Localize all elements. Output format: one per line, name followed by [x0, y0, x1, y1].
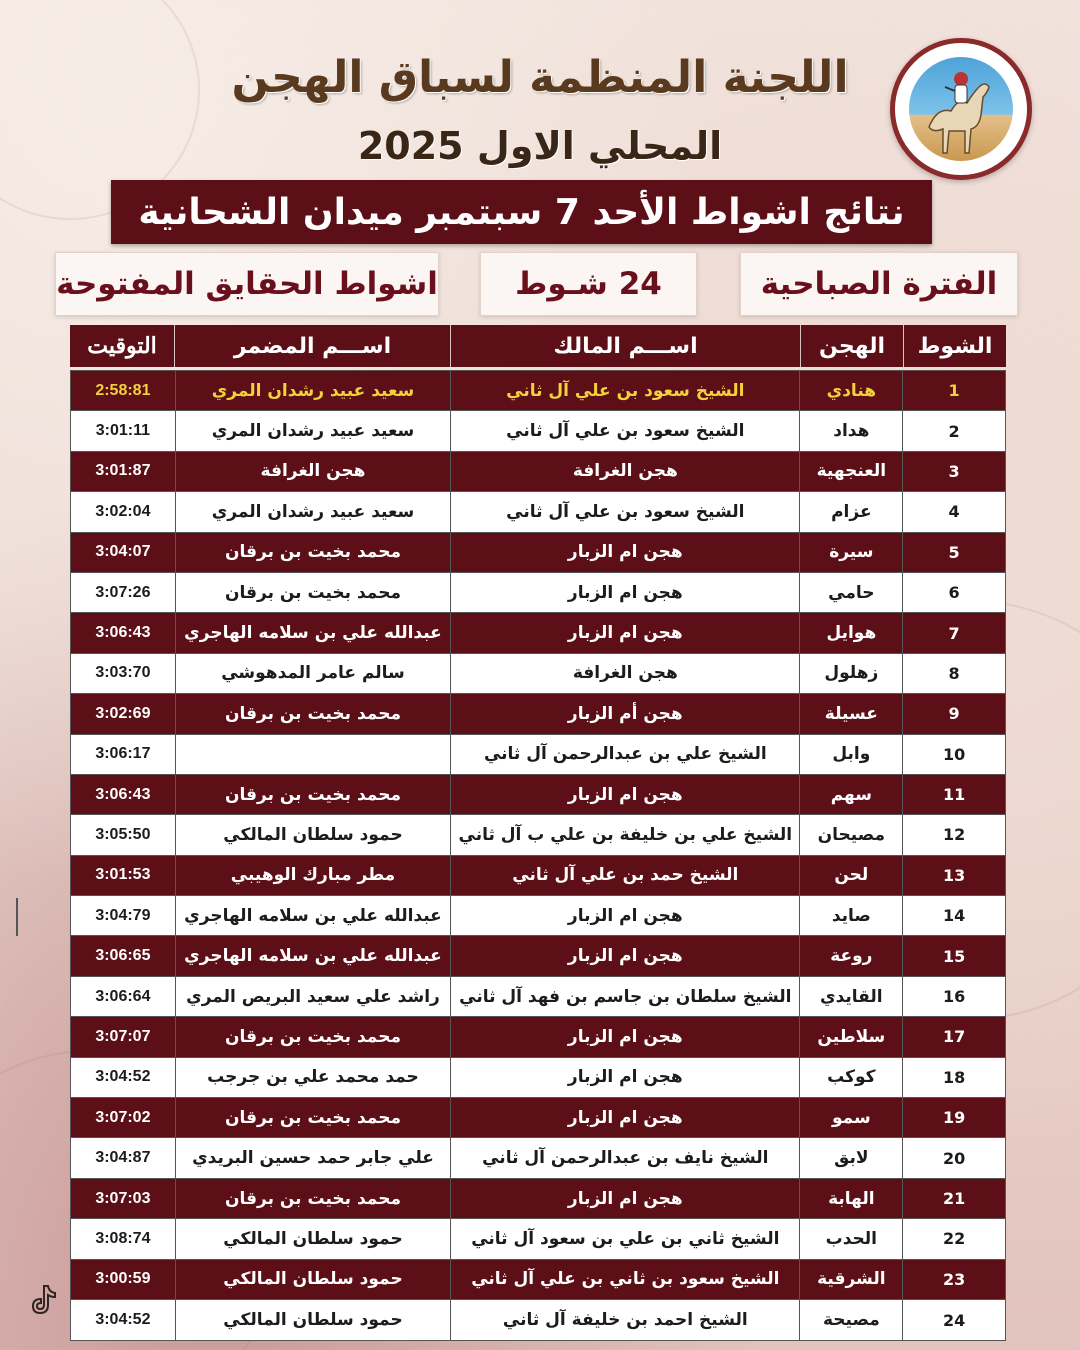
- trainer-name: سعيد عبيد رشدان المري: [175, 492, 450, 531]
- camel-name: هداد: [799, 411, 902, 450]
- trainer-name: عبدالله علي بن سلامه الهاجري: [175, 896, 450, 935]
- trainer-name: عبدالله علي بن سلامه الهاجري: [175, 613, 450, 652]
- camel-name: سلاطين: [799, 1017, 902, 1056]
- table-row: [71, 1300, 1005, 1340]
- owner-name: هجن ام الزبار: [450, 936, 799, 975]
- category-chip: اشواط الحقايق المفتوحة: [55, 252, 439, 316]
- results-banner: نتائج اشواط الأحد 7 سبتمبر ميدان الشحانية: [111, 180, 932, 244]
- race-number: 11: [902, 775, 1005, 814]
- race-time: 3:01:11: [95, 422, 151, 440]
- trainer-name: حمد محمد علي بن جرجب: [175, 1058, 450, 1097]
- race-number: 8: [902, 654, 1005, 693]
- table-row: [71, 1219, 1005, 1259]
- table-row: [71, 936, 1005, 976]
- committee-logo: [890, 38, 1032, 180]
- race-time: 3:06:43: [95, 785, 151, 803]
- race-time: 3:04:07: [95, 543, 151, 561]
- race-time: 2:58:81: [95, 381, 151, 399]
- race-time: 3:02:04: [95, 502, 151, 520]
- race-number: 2: [902, 411, 1005, 450]
- trainer-name: محمد بخيت بن برقان: [175, 1098, 450, 1137]
- owner-name: هجن الغرافة: [450, 654, 799, 693]
- camel-name: الشرقية: [799, 1260, 902, 1299]
- race-time: 3:04:87: [95, 1149, 151, 1167]
- owner-name: هجن ام الزبار: [450, 896, 799, 935]
- table-row: [71, 492, 1005, 532]
- camel-name: كوكب: [799, 1058, 902, 1097]
- results-table-header: [70, 325, 1006, 367]
- camel-name: صايد: [799, 896, 902, 935]
- owner-name: هجن أم الزبار: [450, 694, 799, 733]
- table-row: [71, 1260, 1005, 1300]
- camel-name: لحن: [799, 856, 902, 895]
- trainer-name: حمود سلطان المالكي: [175, 1260, 450, 1299]
- owner-name: الشيخ علي بن خليفة بن علي ب آل ثاني: [450, 815, 799, 854]
- committee-title: اللجنة المنظمة لسباق الهجن: [231, 52, 849, 103]
- race-time: 3:04:52: [95, 1068, 151, 1086]
- table-row: [71, 654, 1005, 694]
- header-camel: الهجن: [800, 325, 903, 367]
- period-chip: الفترة الصباحية: [740, 252, 1018, 316]
- camel-name: هنادي: [799, 371, 902, 410]
- camel-name: لابق: [799, 1138, 902, 1177]
- race-number: 23: [902, 1260, 1005, 1299]
- trainer-name: محمد بخيت بن برقان: [175, 694, 450, 733]
- table-row: [71, 452, 1005, 492]
- table-row: [71, 896, 1005, 936]
- owner-name: هجن ام الزبار: [450, 1098, 799, 1137]
- championship-subtitle: المحلي الاول 2025: [357, 124, 723, 168]
- race-time: 3:07:26: [95, 583, 151, 601]
- owner-name: الشيخ نايف بن عبدالرحمن آل ثاني: [450, 1138, 799, 1177]
- trainer-name: محمد بخيت بن برقان: [175, 573, 450, 612]
- race-time: 3:00:59: [95, 1270, 151, 1288]
- trainer-name: محمد بخيت بن برقان: [175, 775, 450, 814]
- trainer-name: حمود سلطان المالكي: [175, 815, 450, 854]
- race-time: 3:05:50: [95, 825, 151, 843]
- race-number: 18: [902, 1058, 1005, 1097]
- race-number: 1: [902, 371, 1005, 410]
- camel-name: الهابة: [799, 1179, 902, 1218]
- table-row: [71, 1017, 1005, 1057]
- table-row: [71, 856, 1005, 896]
- camel-name: مصيحان: [799, 815, 902, 854]
- trainer-name: سعيد عبيد رشدان المري: [175, 371, 450, 410]
- camel-name: القايدي: [799, 977, 902, 1016]
- race-number: 24: [902, 1300, 1005, 1340]
- camel-name: الحدب: [799, 1219, 902, 1258]
- table-row: [71, 735, 1005, 775]
- trainer-name: [175, 735, 450, 774]
- camel-name: سهم: [799, 775, 902, 814]
- race-number: 15: [902, 936, 1005, 975]
- camel-name: عسيلة: [799, 694, 902, 733]
- race-number: 6: [902, 573, 1005, 612]
- camel-name: هوايل: [799, 613, 902, 652]
- trainer-name: هجن الغرافة: [175, 452, 450, 491]
- race-number: 17: [902, 1017, 1005, 1056]
- table-row: [71, 533, 1005, 573]
- race-number: 22: [902, 1219, 1005, 1258]
- table-row: [71, 977, 1005, 1017]
- trainer-name: مطر مبارك الوهيبي: [175, 856, 450, 895]
- race-time: 3:06:17: [95, 745, 151, 763]
- camel-rider-logo-icon: [909, 57, 1013, 161]
- trainer-name: سالم عامر المدهوشي: [175, 654, 450, 693]
- trainer-name: حمود سلطان المالكي: [175, 1300, 450, 1340]
- race-time: 3:04:52: [95, 1311, 151, 1329]
- table-row: [71, 411, 1005, 451]
- race-number: 12: [902, 815, 1005, 854]
- camel-name: عزام: [799, 492, 902, 531]
- trainer-name: محمد بخيت بن برقان: [175, 1017, 450, 1056]
- camel-name: مصيحة: [799, 1300, 902, 1340]
- table-row: [71, 613, 1005, 653]
- race-time: 3:07:03: [95, 1189, 151, 1207]
- camel-name: سيرة: [799, 533, 902, 572]
- race-number: 14: [902, 896, 1005, 935]
- race-time: 3:07:07: [95, 1027, 151, 1045]
- race-number: 13: [902, 856, 1005, 895]
- trainer-name: محمد بخيت بن برقان: [175, 1179, 450, 1218]
- tiktok-icon: [22, 1282, 62, 1322]
- race-number: 4: [902, 492, 1005, 531]
- race-time: 3:04:79: [95, 906, 151, 924]
- owner-name: الشيخ علي بن عبدالرحمن آل ثاني: [450, 735, 799, 774]
- owner-name: الشيخ احمد بن خليفة آل ثاني: [450, 1300, 799, 1340]
- owner-name: الشيخ ثاني بن علي بن سعود آل ثاني: [450, 1219, 799, 1258]
- owner-name: هجن الغرافة: [450, 452, 799, 491]
- race-number: 20: [902, 1138, 1005, 1177]
- results-table-body: [70, 370, 1006, 1341]
- owner-name: الشيخ سعود بن علي آل ثاني: [450, 492, 799, 531]
- trainer-name: راشد علي سعيد البريص المري: [175, 977, 450, 1016]
- race-time: 3:06:65: [95, 947, 151, 965]
- table-row: [71, 775, 1005, 815]
- owner-name: هجن ام الزبار: [450, 775, 799, 814]
- owner-name: الشيخ سعود بن علي آل ثاني: [450, 411, 799, 450]
- camel-name: وابل: [799, 735, 902, 774]
- trainer-name: عبدالله علي بن سلامه الهاجري: [175, 936, 450, 975]
- trainer-name: محمد بخيت بن برقان: [175, 533, 450, 572]
- table-row: [71, 1138, 1005, 1178]
- race-number: 19: [902, 1098, 1005, 1137]
- camel-name: حامي: [799, 573, 902, 612]
- race-number: 21: [902, 1179, 1005, 1218]
- race-number: 7: [902, 613, 1005, 652]
- table-row: [71, 694, 1005, 734]
- race-number: 3: [902, 452, 1005, 491]
- owner-name: هجن ام الزبار: [450, 1017, 799, 1056]
- edge-marker: [16, 898, 18, 936]
- owner-name: هجن ام الزبار: [450, 573, 799, 612]
- race-time: 3:07:02: [95, 1108, 151, 1126]
- race-time: 3:01:53: [95, 866, 151, 884]
- owner-name: هجن ام الزبار: [450, 613, 799, 652]
- owner-name: هجن ام الزبار: [450, 533, 799, 572]
- owner-name: الشيخ سلطان بن جاسم بن فهد آل ثاني: [450, 977, 799, 1016]
- owner-name: الشيخ حمد بن علي آل ثاني: [450, 856, 799, 895]
- table-row: [71, 1058, 1005, 1098]
- camel-name: العنجهية: [799, 452, 902, 491]
- race-number: 9: [902, 694, 1005, 733]
- race-number: 16: [902, 977, 1005, 1016]
- table-row: [71, 1098, 1005, 1138]
- header-owner: اســـم المالك: [450, 325, 800, 367]
- table-row: [71, 815, 1005, 855]
- race-time: 3:02:69: [95, 704, 151, 722]
- race-count-chip: 24 شـوط: [480, 252, 697, 316]
- table-row: [71, 573, 1005, 613]
- camel-name: زهلول: [799, 654, 902, 693]
- header-trainer: اســـم المضمر: [174, 325, 450, 367]
- owner-name: الشيخ سعود بن ثاني بن علي آل ثاني: [450, 1260, 799, 1299]
- owner-name: الشيخ سعود بن علي آل ثاني: [450, 371, 799, 410]
- header-time: التوقيت: [87, 333, 157, 358]
- table-row: [71, 1179, 1005, 1219]
- race-number: 10: [902, 735, 1005, 774]
- trainer-name: علي جابر حمد حسين البريدي: [175, 1138, 450, 1177]
- race-time: 3:06:43: [95, 624, 151, 642]
- race-time: 3:08:74: [95, 1229, 151, 1247]
- owner-name: هجن ام الزبار: [450, 1179, 799, 1218]
- table-row: [71, 371, 1005, 411]
- camel-name: سمو: [799, 1098, 902, 1137]
- trainer-name: سعيد عبيد رشدان المري: [175, 411, 450, 450]
- race-number: 5: [902, 533, 1005, 572]
- trainer-name: حمود سلطان المالكي: [175, 1219, 450, 1258]
- race-time: 3:03:70: [95, 664, 151, 682]
- race-time: 3:06:64: [95, 987, 151, 1005]
- header-race: الشوط: [903, 325, 1006, 367]
- camel-name: روعة: [799, 936, 902, 975]
- race-time: 3:01:87: [95, 462, 151, 480]
- owner-name: هجن ام الزبار: [450, 1058, 799, 1097]
